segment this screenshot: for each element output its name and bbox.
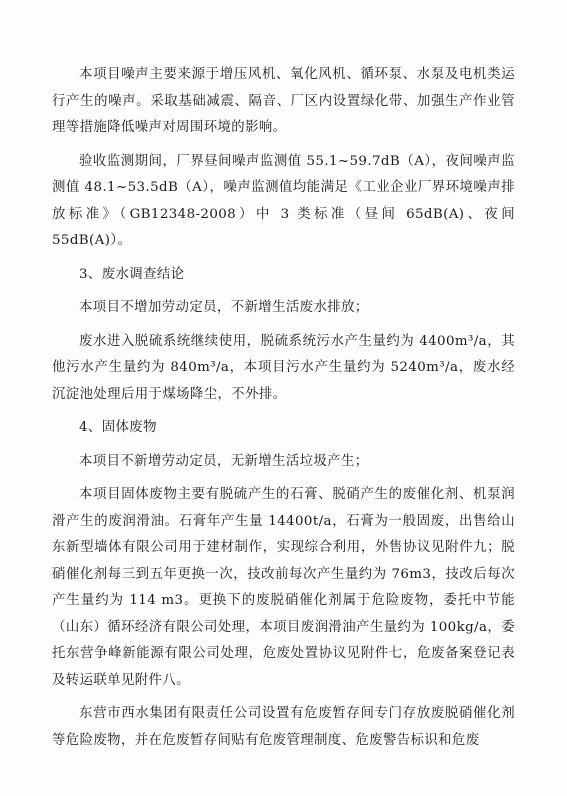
paragraph-solid-waste-detail: 本项目固体废物主要有脱硫产生的石膏、脱硝产生的废催化剂、机泵润滑产生的废润滑油。石膏年产生量 14400t/a，石膏为一般固废，出售给山东新型墙体有限公司用于建材制作，实现综合利用，外售协议见附件九；脱硝催化剂每三到五年更换一次，技改前每次产生量约为 76m3，技改后每次产生量约为 114 m3。更换下的废脱硝催化剂属于危险废物，委托中节能（山东）循环经济有限公司处理，本项目废润滑油产生量约为 100kg/a，委托东营争峰新能源有限公司处理，危废处置协议见附件七，危废备案登记表及转运联单见附件八。 [52,487,515,688]
heading-wastewater: 3、废水调查结论 [79,266,185,282]
paragraph-noise-monitoring: 验收监测期间，厂界昼间噪声监测值 55.1~59.7dB（A），夜间噪声监测值 48.1~53.5dB（A），噪声监测值均能满足《工业企业厂界环境噪声排放标准》（GB12348-2008）中 3 类标准（昼间 65dB(A)、夜间 55dB(A)）。 [52,153,515,248]
paragraph-no-staff-waste: 本项目不新增劳动定员，无新增生活垃圾产生； [79,453,369,469]
paragraph-wastewater-volume: 废水进入脱硫系统继续使用，脱硫系统污水产生量约为 4400m³/a，其他污水产生量约为 840m³/a，本项目污水产生量约为 5240m³/a，废水经沉淀池处理后用于煤场降尘，不外排。 [52,333,515,402]
paragraph-noise-sources: 本项目噪声主要来源于增压风机、氧化风机、循环泵、水泵及电机类运行产生的噪声。采取基础减震、隔音、厂区内设置绿化带、加强生产作业管理等措施降低噪声对周围环境的影响。 [52,67,515,135]
paragraph-hazardous-storage: 东营市西水集团有限责任公司设置有危废暂存间专门存放废脱硝催化剂等危险废物，并在危废暂存间贴有危废管理制度、危废警告标识和危废 [52,706,515,748]
paragraph-no-staff-wastewater: 本项目不增加劳动定员，不新增生活废水排放； [79,300,369,315]
heading-solid-waste: 4、固体废物 [79,420,157,435]
